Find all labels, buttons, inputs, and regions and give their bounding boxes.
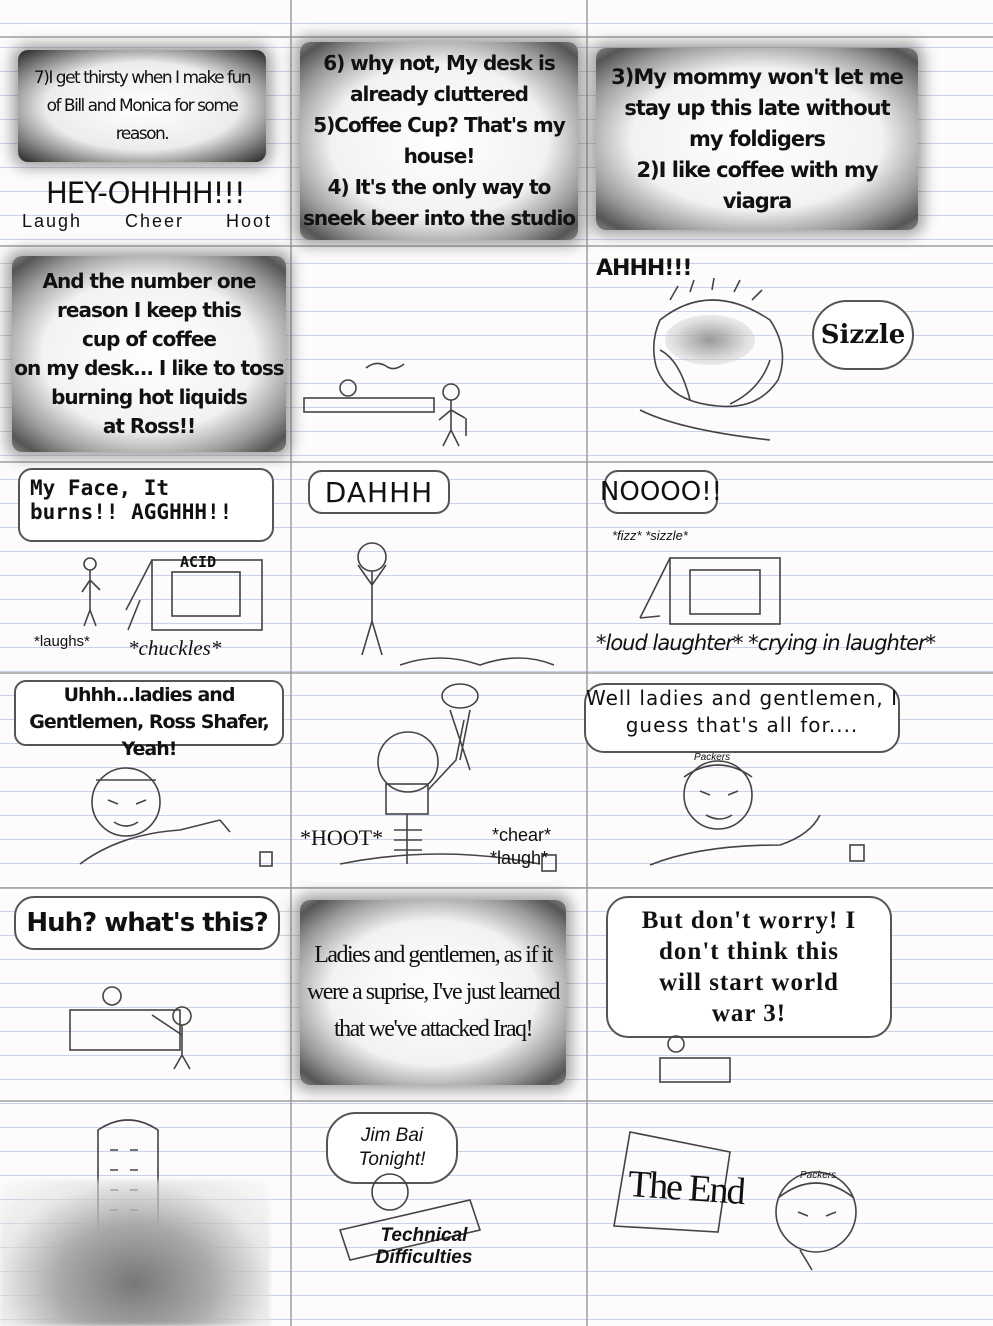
- panel7-sign: ACID: [180, 553, 217, 571]
- panel1-shout: HEY-OHHHH!!!: [46, 176, 245, 210]
- panel7-sfx-laughs: *laughs*: [34, 633, 90, 650]
- panel8-speech-bubble: [308, 470, 450, 514]
- panel3-line-3: my foldigers: [688, 126, 825, 151]
- panel3-caption-box: [596, 48, 918, 230]
- panel15-speech-bubble: [606, 896, 892, 1038]
- panel1-caption: 7)I get thirsty when I make fun of Bill and Monica for some reason.: [33, 68, 251, 144]
- panel8-sketch: [320, 515, 560, 675]
- panel2-caption-box: [300, 42, 578, 240]
- panel3-line-1: 3)My mommy won't let me: [611, 64, 903, 89]
- panel1-caption-box: [18, 50, 266, 162]
- panel5-sketch: [296, 250, 582, 455]
- panel14-caption-box: [300, 900, 566, 1085]
- panel6-sfx-bubble: [812, 300, 914, 370]
- panel-border-h4: [0, 887, 993, 889]
- panel15-speech: But don't worry! I don't think this will start world war 3!: [641, 907, 857, 1027]
- panel2-line-1: 6) why not, My desk is: [323, 51, 555, 75]
- panel13-speech-bubble: [14, 896, 280, 950]
- panel4-line-5: burning hot liquids: [51, 385, 247, 409]
- panel-border-h1: [0, 245, 993, 247]
- panel3-line-5: viagra: [722, 188, 792, 213]
- panel12-speech: Well ladies and gentlemen, I guess that's all for....: [586, 686, 898, 737]
- panel4-line-6: at Ross!!: [102, 414, 196, 438]
- panel18-title: The End: [626, 1163, 746, 1213]
- panel6-smoke: [665, 315, 755, 365]
- panel9-sfx: *loud laughter* *crying in laughter*: [596, 631, 936, 655]
- panel9-sfx-small: *fizz* *sizzle*: [612, 528, 688, 543]
- panel4-caption-box: [12, 256, 286, 452]
- panel7-sketch: [60, 540, 280, 640]
- panel6-burned-face-sketch: [600, 280, 820, 456]
- panel2-line-4: house!: [403, 144, 475, 168]
- panel12-sketch: [640, 745, 890, 870]
- panel1-sfx-hoot: Hoot: [226, 211, 273, 231]
- panel6-shout: AHHH!!!: [596, 256, 692, 281]
- panel7-sfx-chuckles: *chuckles*: [128, 636, 222, 660]
- panel2-line-6: sneek beer into the studio: [302, 206, 576, 230]
- panel3-line-2: stay up this late without: [624, 95, 890, 120]
- panel12-hat-label: Packers: [694, 752, 731, 763]
- panel-border-top: [0, 36, 993, 38]
- panel2-line-5: 4) It's the only way to: [327, 175, 551, 199]
- panel13-sketch: [60, 960, 220, 1070]
- panel-border-v2: [586, 0, 588, 1326]
- panel11-sfx-chear: *chear*: [492, 825, 552, 845]
- panel9-speech-bubble: [599, 470, 723, 514]
- panel7-speech: My Face, It burns!! AGGHHH!!: [30, 476, 233, 524]
- panel4-line-3: cup of coffee: [82, 327, 216, 351]
- panel10-sketch: [70, 752, 290, 872]
- panel2-line-3: 5)Coffee Cup? That's my: [313, 113, 565, 137]
- panel18-hat-label: Packers: [800, 1170, 837, 1181]
- panel12-speech-bubble: [584, 683, 900, 753]
- panel6-sfx: Sizzle: [820, 320, 906, 350]
- panel-border-h5: [0, 1100, 993, 1102]
- panel14-caption: Ladies and gentlemen, as if it were a suprise, I've just learned that we've attacked Iraq!: [306, 942, 560, 1042]
- panel-border-v1: [290, 0, 292, 1326]
- panel17-title: Jim Bai Tonight!: [358, 1125, 426, 1170]
- panel4-line-1: And the number one: [42, 269, 256, 293]
- panel3-line-4: 2)I like coffee with my: [636, 157, 878, 182]
- panel4-line-4: on my desk... I like to toss: [14, 356, 284, 380]
- panel2-line-2: already cluttered: [350, 82, 528, 106]
- panel9-shout: NOOOO!!: [599, 477, 723, 507]
- panel11-sfx-laugh: *laugh*: [490, 848, 549, 868]
- panel1-sfx-laugh: Laugh: [22, 211, 83, 231]
- panel10-speech-bubble: [14, 680, 284, 760]
- panel8-shout: DAHHH: [324, 475, 434, 509]
- panel4-line-2: reason I keep this: [57, 298, 241, 322]
- panel7-speech-bubble: [18, 468, 274, 542]
- panel13-speech: Huh? what's this?: [26, 908, 268, 938]
- panel-border-h2: [0, 461, 993, 463]
- panel17-sign: Technical Difficulties: [375, 1225, 473, 1268]
- panel1-sfx-cheer: Cheer: [125, 211, 185, 231]
- panel11-sfx-hoot: *HOOT*: [300, 825, 384, 850]
- panel16-fire: [0, 1180, 270, 1326]
- panel15-sketch: [640, 1030, 750, 1086]
- panel10-speech: Uhhh...ladies and Gentlemen, Ross Shafer, Yeah!: [29, 684, 269, 760]
- panel9-sketch: [620, 548, 800, 628]
